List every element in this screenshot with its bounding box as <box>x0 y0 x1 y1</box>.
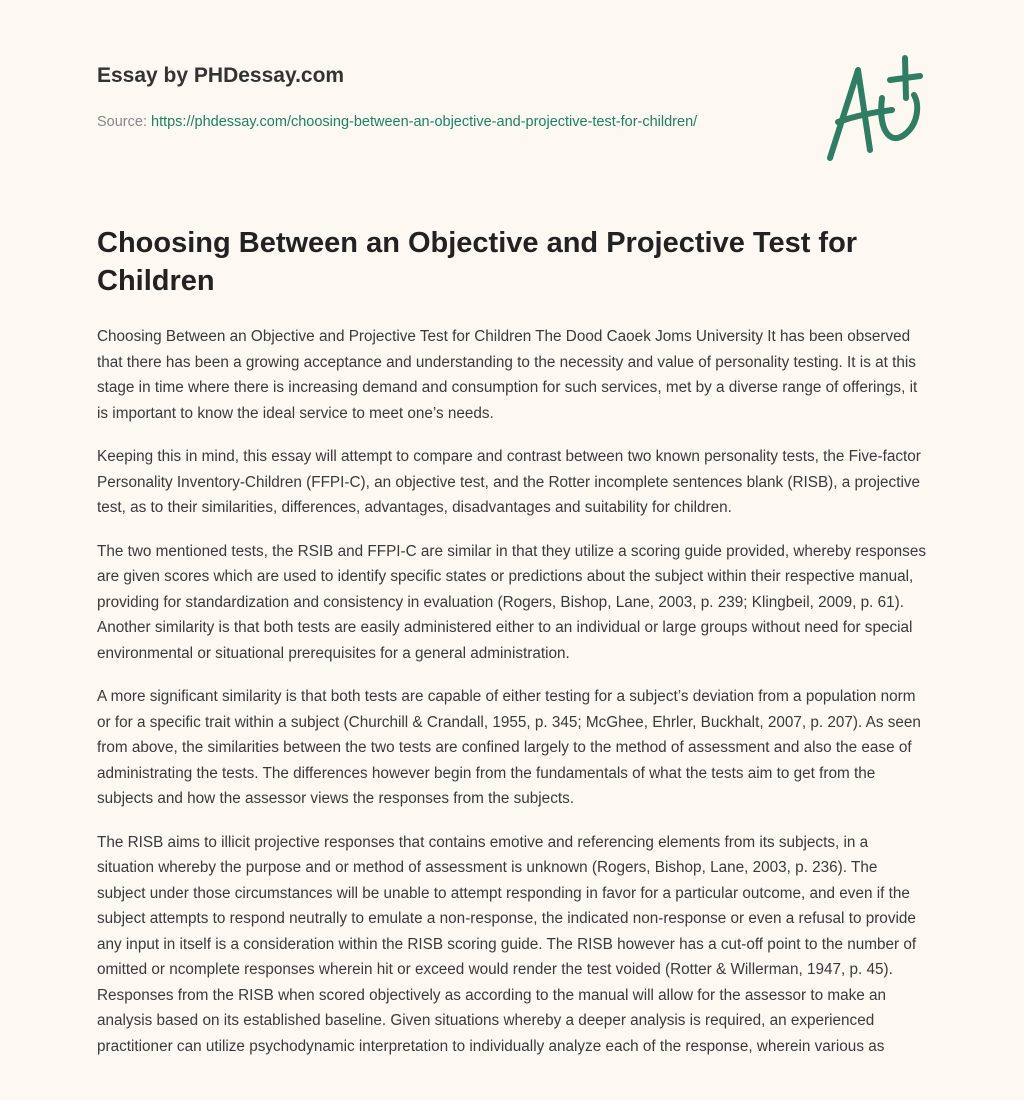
source-line <box>97 110 737 134</box>
paragraph: Keeping this in mind, this essay will attempt to compare and contrast between two known personality tests, the Five-factor Personality Inventory-Children (FFPI-C), an objective test, and the Rotter incomplete sentences blank (RISB), a projective test, as to their similarities, differences, advantages, disadvantages and suitability for children. <box>97 448 921 516</box>
article-title: Choosing Between an Objective and Projective Test for Children <box>97 227 858 297</box>
paragraph: A more significant similarity is that both tests are capable of either testing for a subject’s deviation from a population norm or for a specific trait within a subject (Churchill & Crandall, 1955, p. 345; McGhee, Ehrler, Buckhalt, 2007, p. 207). As seen from above, the similarities between the two tests are confined largely to the method of assessment and also the ease of administrating the tests. The differences however begin from the fundamentals of what the tests aim to get from the subjects and how the assessor views the responses from the subjects. <box>97 688 921 807</box>
article-body <box>97 324 929 1077</box>
paragraph: The two mentioned tests, the RSIB and FFPI-C are similar in that they utilize a scoring guide provided, whereby responses are given scores which are used to identify specific states or predictions about the subject within their respective manual, providing for standardization and consistency in evaluation (Rogers, Bishop, Lane, 2003, p. 239; Klingbeil, 2009, p. 61). Another similarity is that both tests are easily administered either to an individual or large groups without need for special environmental or situational prerequisites for a general administration. <box>97 542 926 662</box>
paragraph: The RISB aims to illicit projective responses that contains emotive and referencing elements from its subjects, in a situation whereby the purpose and or method of assessment is unknown (Rogers, Bishop, Lane, 2003, p. 236). The subject under those circumstances will be unable to attempt responding in favor for a particular outcome, and even if the subject attempts to respond neutrally to emulate a non-response, the indicated non-response or even a refusal to provide any input in itself is a consideration within the RISB scoring guide. The RISB however has a cut-off point to the number of omitted or ncomplete responses wherein hit or exceed would render the test voided (Rotter & Willerman, 1947, p. 45). Responses from the RISB when scored objectively as according to the manual will allow for the assessor to make an analysis based on its established baseline. Given situations whereby a deeper analysis is required, an experienced practitioner can utilize psychodynamic interpretation to individually analyze each of the response, wherein various as <box>97 833 917 1055</box>
paragraph: Choosing Between an Objective and Projective Test for Children The Dood Caoek Joms University It has been observed that there has been a growing acceptance and understanding to the necessity and value of personality testing. It is at this stage in time where there is increasing demand and consumption for such services, met by a diverse range of offerings, it is important to know the ideal service to meet one’s needs. <box>97 328 918 422</box>
a-plus-logo-icon <box>820 40 930 165</box>
source-label: Source: <box>97 114 151 130</box>
source-link[interactable]: https://phdessay.com/choosing-between-an-objective-and-projective-test-for-children/ <box>151 114 698 130</box>
site-title: Essay by PHDessay.com <box>97 64 345 87</box>
